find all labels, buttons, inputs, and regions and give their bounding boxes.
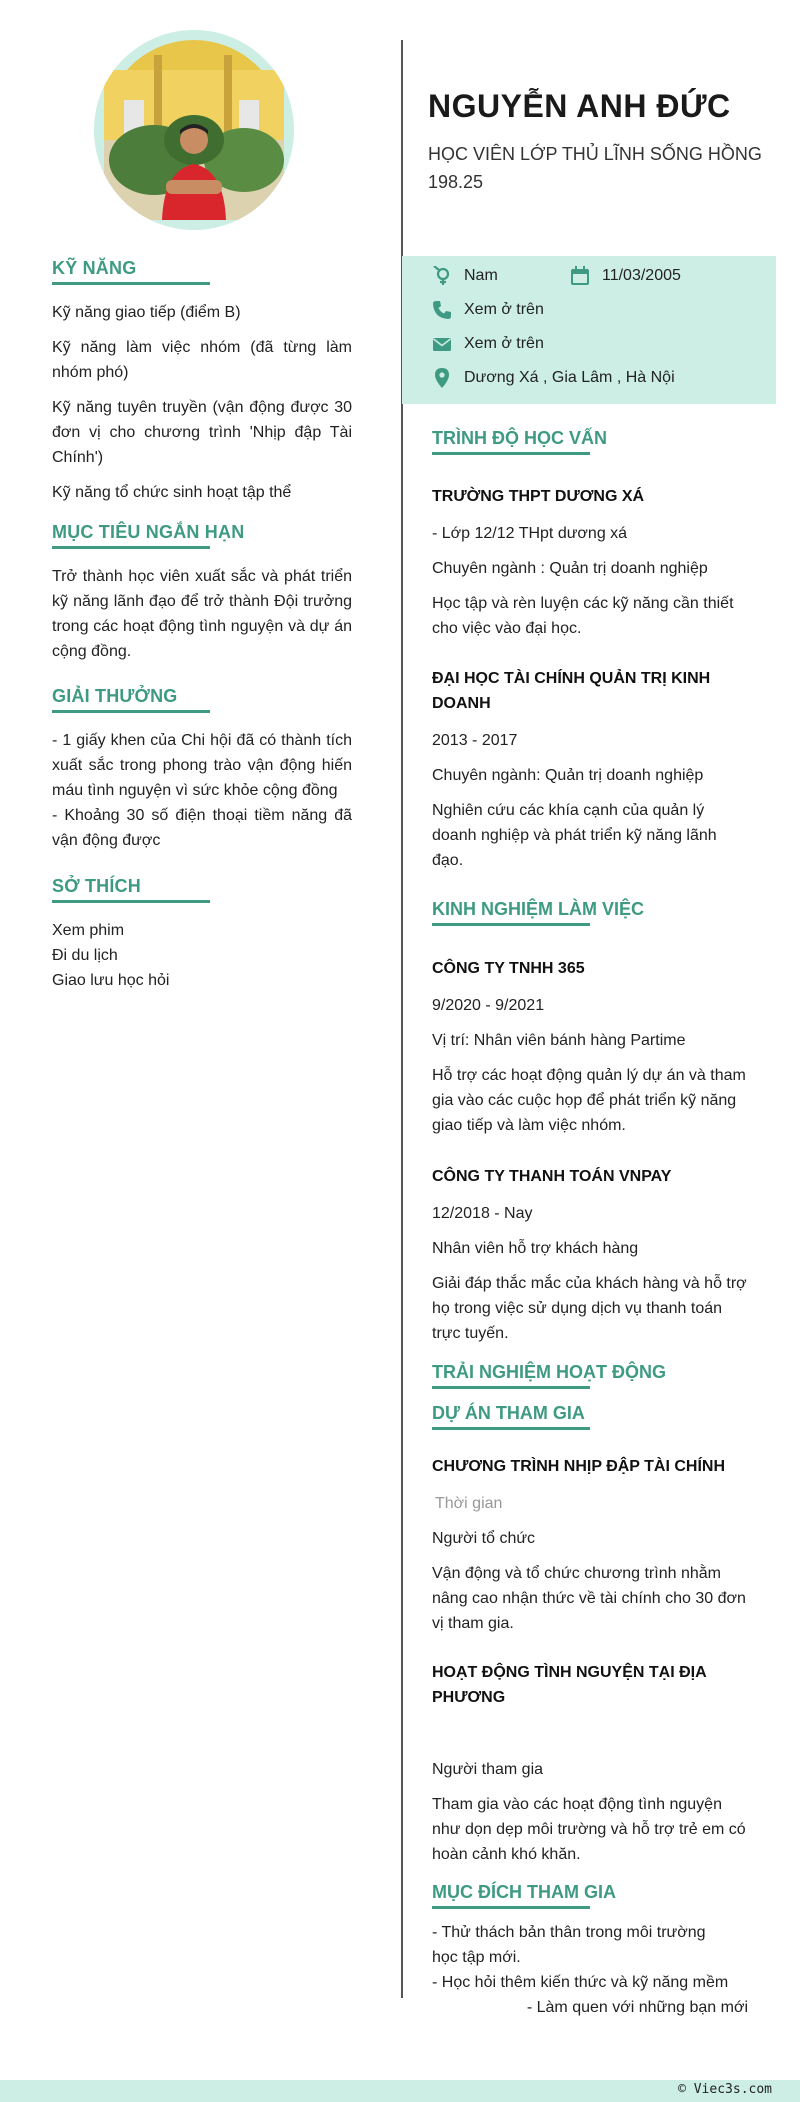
calendar-icon xyxy=(570,266,590,286)
contact-box xyxy=(402,256,776,404)
project-name: HOẠT ĐỘNG TÌNH NGUYỆN TẠI ĐỊA PHƯƠNG xyxy=(432,1664,707,1706)
skill-item: Kỹ năng tuyên truyền (vận động được 30 đơn vị cho chương trình 'Nhịp đập Tài Chính') xyxy=(52,399,352,466)
activities-title: TRẢI NGHIỆM HOẠT ĐỘNG xyxy=(432,1362,752,1387)
purpose-item: - Làm quen với những bạn mới xyxy=(526,1999,748,2016)
projects-title: DỰ ÁN THAM GIA xyxy=(432,1403,752,1428)
award-item: - 1 giấy khen của Chi hội đã có thành tích xuất sắc trong phong trào vận động hiến máu tình nguyện vì sức khỏe cộng đồng xyxy=(52,732,352,799)
experience-entry xyxy=(432,956,752,1138)
experience-title: KINH NGHIỆM LÀM VIỆC xyxy=(432,899,752,924)
education-time: 2013 - 2017 xyxy=(432,732,518,749)
hobbies-list xyxy=(52,918,352,993)
project-entry xyxy=(432,1454,752,1636)
project-time xyxy=(432,1722,752,1747)
email-row xyxy=(432,334,544,354)
education-entry xyxy=(432,484,752,641)
phone-value: Xem ở trên xyxy=(464,301,544,318)
purpose-item: - Học hỏi thêm kiến thức và kỹ năng mềm xyxy=(432,1974,729,1991)
purpose-list xyxy=(432,1920,752,2020)
experience-section xyxy=(432,899,752,924)
education-desc: Học tập và rèn luyện các kỹ năng cần thiết cho việc vào đại học. xyxy=(432,595,734,637)
projects-section xyxy=(432,1403,752,1428)
phone-row xyxy=(432,300,544,320)
hobby-item: Xem phim xyxy=(52,922,125,939)
phone-icon xyxy=(432,300,452,320)
footer-credit: © Viec3s.com xyxy=(678,2082,772,2097)
school-name: ĐẠI HỌC TÀI CHÍNH QUẢN TRỊ KINH DOANH xyxy=(432,670,711,712)
goal-text: Trở thành học viên xuất sắc và phát triển kỹ năng lãnh đạo để trở thành Đội trưởng trong các hoạt động tình nguyện và dự án cộng đồng. xyxy=(52,568,352,660)
gender-row xyxy=(432,266,498,286)
school-name: TRƯỜNG THPT DƯƠNG XÁ xyxy=(432,488,645,505)
education-desc: Nghiên cứu các khía cạnh của quản lý doanh nghiệp và phát triển kỹ năng lãnh đạo. xyxy=(432,802,717,869)
company-name: CÔNG TY THANH TOÁN VNPAY xyxy=(432,1168,672,1185)
gender-icon xyxy=(432,266,452,286)
experience-desc: Giải đáp thắc mắc của khách hàng và hỗ trợ họ trong việc sử dụng dịch vụ thanh toán trực tuyến. xyxy=(432,1275,747,1342)
skill-item: Kỹ năng tổ chức sinh hoạt tập thể xyxy=(52,484,292,501)
hobby-item: Đi du lịch xyxy=(52,947,118,964)
project-entry xyxy=(432,1660,752,1867)
candidate-subtitle: HỌC VIÊN LỚP THỦ LĨNH SỐNG HỒNG 198.25 xyxy=(428,144,762,192)
skills-list xyxy=(52,300,352,505)
skill-item: Kỹ năng làm việc nhóm (đã từng làm nhóm phó) xyxy=(52,339,352,381)
email-icon xyxy=(432,334,452,354)
skills-title: KỸ NĂNG xyxy=(52,258,136,283)
purpose-item: - Thử thách bản thân trong môi trường học tập mới. xyxy=(432,1924,706,1966)
footer-bar xyxy=(0,2080,800,2102)
project-desc: Vận động và tổ chức chương trình nhằm nâng cao nhận thức về tài chính cho 30 đơn vị tham gia. xyxy=(432,1565,746,1632)
awards-text xyxy=(52,728,352,853)
project-role: Người tổ chức xyxy=(432,1530,536,1547)
education-entry xyxy=(432,666,752,873)
purpose-section xyxy=(432,1882,752,1907)
email-value: Xem ở trên xyxy=(464,335,544,352)
candidate-name: NGUYỄN ANH ĐỨC xyxy=(428,88,731,124)
experience-time: 12/2018 - Nay xyxy=(432,1205,533,1222)
experience-time: 9/2020 - 9/2021 xyxy=(432,997,545,1014)
project-desc: Tham gia vào các hoạt động tình nguyện như dọn dẹp môi trường và hỗ trợ trẻ em có hoàn cảnh khó khăn. xyxy=(432,1796,746,1863)
address-row xyxy=(432,368,675,388)
experience-role: Vị trí: Nhân viên bánh hàng Partime xyxy=(432,1032,686,1049)
experience-role: Nhân viên hỗ trợ khách hàng xyxy=(432,1240,639,1257)
purpose-title: MỤC ĐÍCH THAM GIA xyxy=(432,1882,752,1907)
education-major: Chuyên ngành : Quản trị doanh nghiệp xyxy=(432,560,708,577)
skill-item: Kỹ năng giao tiếp (điểm B) xyxy=(52,304,241,321)
company-name: CÔNG TY TNHH 365 xyxy=(432,960,585,977)
avatar xyxy=(94,30,294,230)
awards-title: GIẢI THƯỞNG xyxy=(52,686,177,711)
goal-title: MỤC TIÊU NGẮN HẠN xyxy=(52,522,244,547)
project-name: CHƯƠNG TRÌNH NHỊP ĐẬP TÀI CHÍNH xyxy=(432,1458,726,1475)
project-role: Người tham gia xyxy=(432,1761,544,1778)
dob-row xyxy=(570,266,681,286)
education-title: TRÌNH ĐỘ HỌC VẤN xyxy=(432,428,752,453)
activities-section xyxy=(432,1362,752,1387)
education-section xyxy=(432,428,752,453)
education-time: - Lớp 12/12 THpt dương xá xyxy=(432,525,628,542)
award-item: - Khoảng 30 số điện thoại tiềm năng đã vận động được xyxy=(52,807,352,849)
location-icon xyxy=(432,368,452,388)
experience-desc: Hỗ trợ các hoạt động quản lý dự án và tham gia vào các cuộc họp để phát triển kỹ năng giao tiếp và làm việc nhóm. xyxy=(432,1067,746,1134)
experience-entry xyxy=(432,1164,752,1346)
education-major: Chuyên ngành: Quản trị doanh nghiệp xyxy=(432,767,704,784)
gender-value: Nam xyxy=(464,267,498,284)
hobby-item: Giao lưu học hỏi xyxy=(52,972,170,989)
project-time: Thời gian xyxy=(435,1495,503,1512)
address-value: Dương Xá , Gia Lâm , Hà Nội xyxy=(464,369,675,386)
dob-value: 11/03/2005 xyxy=(602,267,681,284)
hobbies-title: SỞ THÍCH xyxy=(52,876,141,901)
